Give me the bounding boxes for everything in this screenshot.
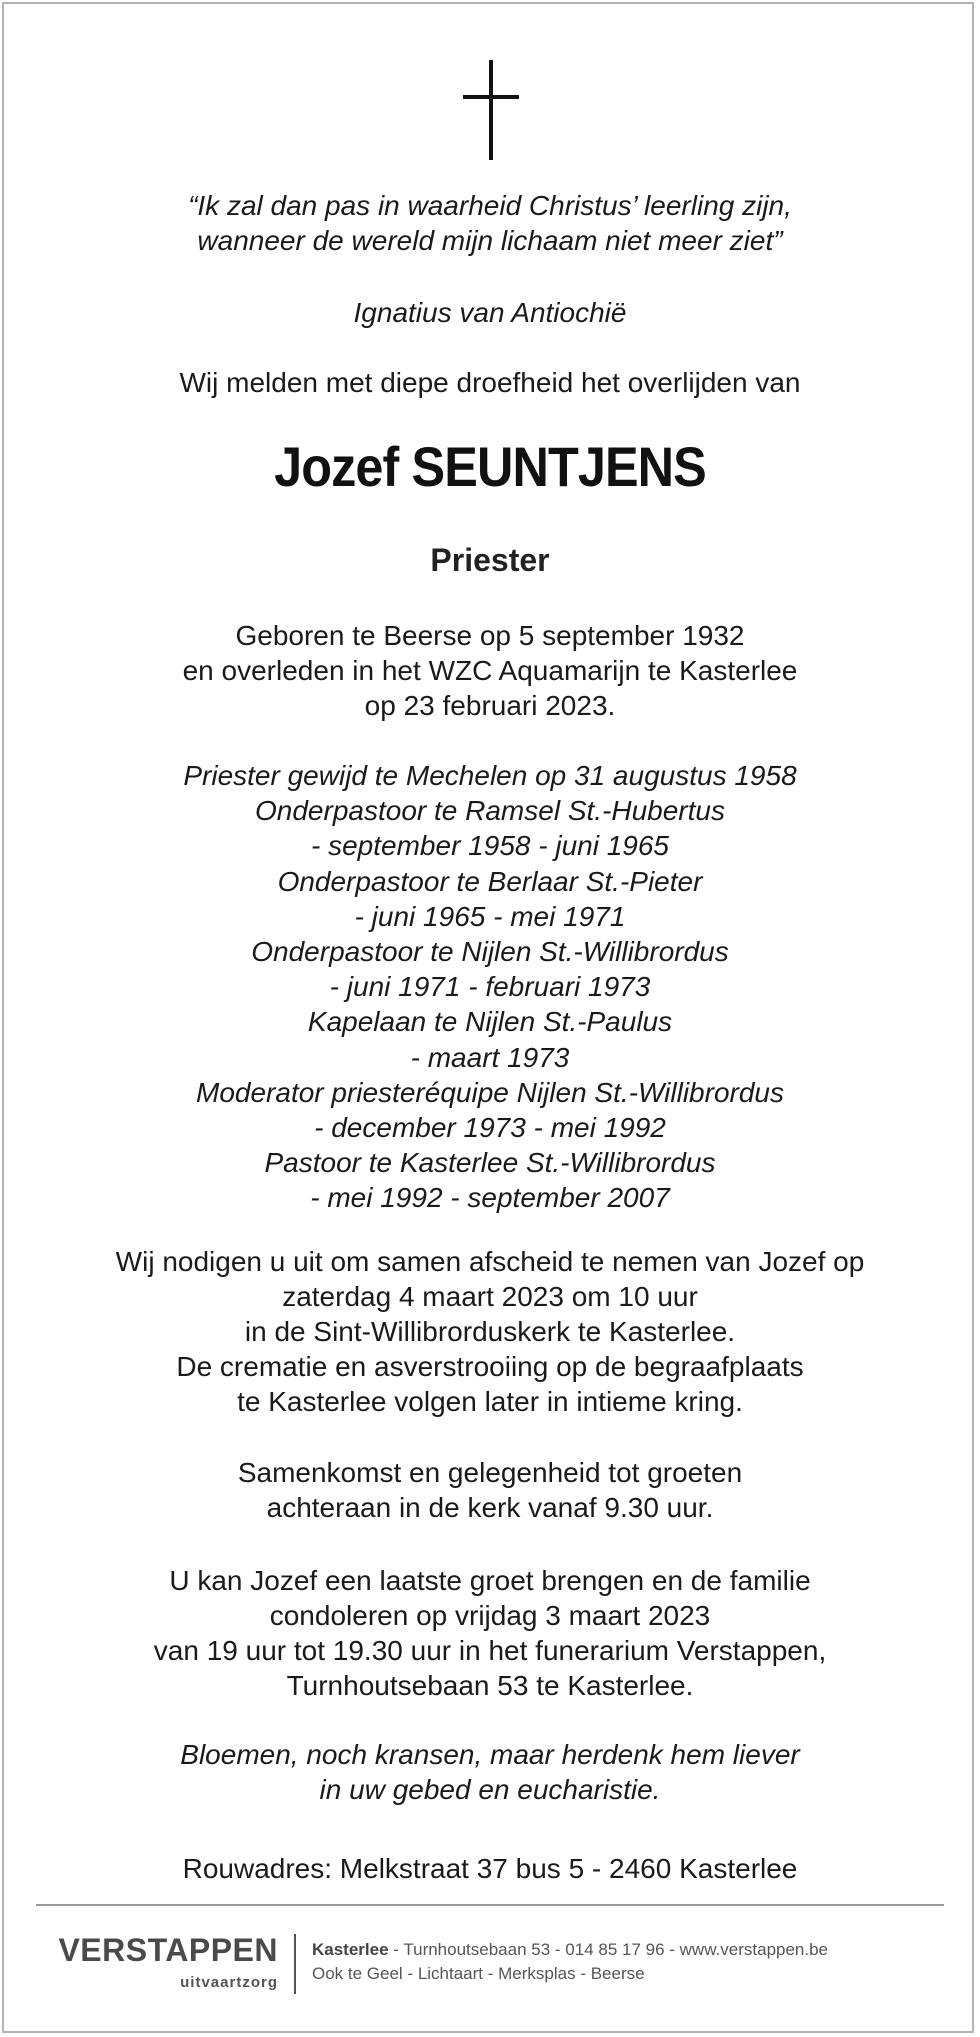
logo-main-text: VERSTAPPEN xyxy=(58,1932,278,1968)
footer-divider xyxy=(36,1904,944,1906)
farewell-line: Wij nodigen u uit om samen afscheid te nemen van Jozef op xyxy=(115,1246,865,1277)
deceased-name: Jozef SEUNTJENS xyxy=(274,435,706,498)
other-locations: Ook te Geel - Lichtaart - Merksplas - Beerse xyxy=(312,1964,645,1983)
career-line: Kapelaan te Nijlen St.-Paulus xyxy=(307,1006,673,1038)
career-line: Onderpastoor te Berlaar St.-Pieter xyxy=(277,865,703,897)
career-line: Onderpastoor te Ramsel St.-Hubertus xyxy=(255,795,725,827)
gathering-line: achteraan in de kerk vanaf 9.30 uur. xyxy=(266,1492,714,1523)
birth-death-line: en overleden in het WZC Aquamarijn te Kasterlee xyxy=(182,655,798,686)
quote xyxy=(0,188,980,258)
farewell-line: in de Sint-Willibrorduskerk te Kasterlee. xyxy=(244,1316,736,1347)
logo-sub-text: uitvaartzorg xyxy=(180,1974,278,1991)
flowers-line: in uw gebed en eucharistie. xyxy=(319,1774,661,1805)
visitation-line: U kan Jozef een laatste groet brengen en de familie xyxy=(169,1565,811,1596)
career-line: Pastoor te Kasterlee St.-Willibrordus xyxy=(264,1147,716,1179)
mourning-address: Rouwadres: Melkstraat 37 bus 5 - 2460 Kasterlee xyxy=(182,1853,798,1884)
announcement: Wij melden met diepe droefheid het overlijden van xyxy=(179,367,801,398)
flowers-line: Bloemen, noch kransen, maar herdenk hem liever xyxy=(180,1739,800,1770)
career-line: - maart 1973 xyxy=(410,1041,570,1073)
logo-separator xyxy=(294,1934,296,1994)
flowers-block xyxy=(0,1737,980,1807)
quote-line: wanneer de wereld mijn lichaam niet meer ziet” xyxy=(197,225,783,256)
deceased-title: Priester xyxy=(430,542,550,578)
quote-line: “Ik zal dan pas in waarheid Christus’ leerling zijn, xyxy=(188,190,792,221)
footer-contact xyxy=(312,1940,828,1988)
visitation-block xyxy=(0,1563,980,1703)
gathering-line: Samenkomst en gelegenheid tot groeten xyxy=(237,1457,743,1488)
visitation-line: van 19 uur tot 19.30 uur in het funerarium Verstappen, xyxy=(153,1635,827,1666)
career-line: Priester gewijd te Mechelen op 31 augustus 1958 xyxy=(183,760,797,791)
career-block xyxy=(0,758,980,1216)
contact-details: - Turnhoutsebaan 53 - 014 85 17 96 - www.verstappen.be xyxy=(388,1940,829,1959)
visitation-line: Turnhoutsebaan 53 te Kasterlee. xyxy=(286,1670,694,1701)
career-line: - december 1973 - mei 1992 xyxy=(314,1112,666,1144)
contact-city: Kasterlee xyxy=(312,1940,389,1959)
farewell-block xyxy=(0,1244,980,1419)
quote-author: Ignatius van Antiochië xyxy=(353,297,627,328)
contact-row xyxy=(312,1940,828,1964)
cross-icon xyxy=(463,60,519,160)
visitation-line: condoleren op vrijdag 3 maart 2023 xyxy=(269,1600,711,1631)
farewell-line: te Kasterlee volgen later in intieme kring. xyxy=(237,1386,743,1417)
career-line: - juni 1965 - mei 1971 xyxy=(354,900,626,932)
career-line: - september 1958 - juni 1965 xyxy=(311,830,669,862)
career-line: - mei 1992 - september 2007 xyxy=(310,1182,670,1214)
birth-death-line: op 23 februari 2023. xyxy=(364,690,616,721)
career-line: Onderpastoor te Nijlen St.-Willibrordus xyxy=(251,936,729,968)
farewell-line: zaterdag 4 maart 2023 om 10 uur xyxy=(282,1281,698,1312)
birth-death-line: Geboren te Beerse op 5 september 1932 xyxy=(235,620,745,651)
verstappen-logo xyxy=(58,1932,278,1994)
farewell-line: De crematie en asverstrooiing op de begraafplaats xyxy=(176,1351,804,1382)
birth-death-block xyxy=(0,618,980,723)
gathering-block xyxy=(0,1455,980,1525)
career-line: - juni 1971 - februari 1973 xyxy=(329,971,651,1003)
career-line: Moderator priesteréquipe Nijlen St.-Willibrordus xyxy=(196,1076,784,1108)
